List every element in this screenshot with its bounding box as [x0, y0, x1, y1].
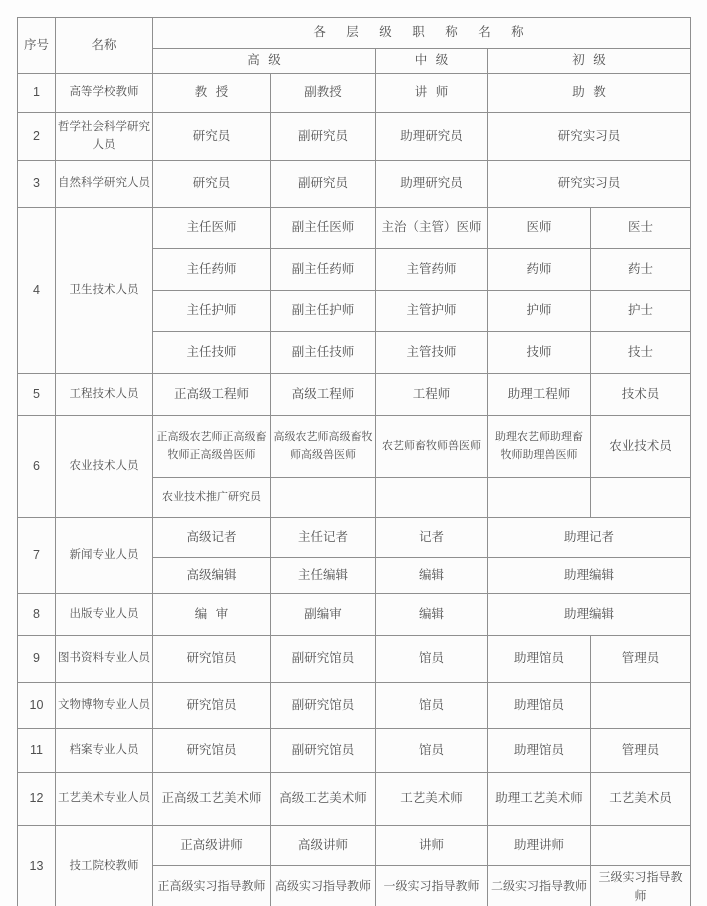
- table-row: [18, 74, 691, 113]
- title-cell: 正高级工艺美术师: [153, 773, 271, 826]
- profession-name-cell: 新闻专业人员: [56, 518, 153, 594]
- profession-name-cell: 卫生技术人员: [56, 208, 153, 374]
- title-cell: 副编审: [271, 594, 376, 636]
- title-cell: 副主任医师: [271, 208, 376, 249]
- row-number-cell: 12: [18, 773, 56, 826]
- header-level-titles: 各 层 级 职 称 名 称: [153, 18, 691, 49]
- title-cell: 副主任技师: [271, 332, 376, 374]
- title-cell: 主任记者: [271, 518, 376, 558]
- title-cell: 助理研究员: [376, 161, 488, 208]
- table-row: [18, 636, 691, 683]
- row-number-cell: 8: [18, 594, 56, 636]
- title-cell: 药士: [591, 249, 691, 291]
- title-cell: 医士: [591, 208, 691, 249]
- title-cell: 主治（主管）医师: [376, 208, 488, 249]
- title-cell: 高级工程师: [271, 374, 376, 416]
- row-number-cell: 5: [18, 374, 56, 416]
- title-cell: 助理农艺师助理畜牧师助理兽医师: [488, 416, 591, 478]
- row-number-cell: 10: [18, 683, 56, 729]
- title-cell: 农业技术员: [591, 416, 691, 478]
- title-cell: 助理记者: [488, 518, 691, 558]
- profession-name-cell: 档案专业人员: [56, 729, 153, 773]
- row-number-cell: 6: [18, 416, 56, 518]
- title-cell: 高级工艺美术师: [271, 773, 376, 826]
- title-cell: 助理工程师: [488, 374, 591, 416]
- table-row: [18, 683, 691, 729]
- title-cell: 助理馆员: [488, 636, 591, 683]
- profession-name-cell: 工艺美术专业人员: [56, 773, 153, 826]
- title-cell: 副研究员: [271, 113, 376, 161]
- title-cell: 药师: [488, 249, 591, 291]
- title-cell: [591, 683, 691, 729]
- row-number-cell: 9: [18, 636, 56, 683]
- title-cell: 高级编辑: [153, 558, 271, 594]
- table-row: [18, 826, 691, 866]
- row-number-cell: 3: [18, 161, 56, 208]
- title-cell: 记者: [376, 518, 488, 558]
- title-cell: 二级实习指导教师: [488, 866, 591, 906]
- header-row-1: [18, 18, 691, 49]
- title-cell: 馆员: [376, 729, 488, 773]
- title-cell: 助理编辑: [488, 558, 691, 594]
- table-row: [18, 729, 691, 773]
- title-cell: [488, 478, 591, 518]
- row-number-cell: 7: [18, 518, 56, 594]
- title-cell: [271, 478, 376, 518]
- profession-name-cell: 高等学校教师: [56, 74, 153, 113]
- table-row: [18, 113, 691, 161]
- title-cell: 助理编辑: [488, 594, 691, 636]
- header-senior-level: 高 级: [153, 49, 376, 74]
- title-cell: 主任药师: [153, 249, 271, 291]
- title-cell: 副主任护师: [271, 291, 376, 332]
- title-cell: 一级实习指导教师: [376, 866, 488, 906]
- title-cell: 副研究馆员: [271, 729, 376, 773]
- title-cell: 正高级农艺师正高级畜牧师正高级兽医师: [153, 416, 271, 478]
- title-cell: 讲 师: [376, 74, 488, 113]
- title-cell: 教 授: [153, 74, 271, 113]
- title-cell: 工程师: [376, 374, 488, 416]
- title-cell: 助 教: [488, 74, 691, 113]
- table-row: [18, 594, 691, 636]
- title-cell: 研究馆员: [153, 729, 271, 773]
- title-cell: 技士: [591, 332, 691, 374]
- profession-name-cell: 自然科学研究人员: [56, 161, 153, 208]
- table-row: [18, 161, 691, 208]
- profession-name-cell: 工程技术人员: [56, 374, 153, 416]
- title-cell: 编 审: [153, 594, 271, 636]
- title-cell: 研究实习员: [488, 161, 691, 208]
- title-cell: 护师: [488, 291, 591, 332]
- title-cell: 副研究员: [271, 161, 376, 208]
- title-cell: 正高级实习指导教师: [153, 866, 271, 906]
- title-cell: 馆员: [376, 636, 488, 683]
- header-serial-number: 序号: [18, 18, 56, 74]
- table-row: [18, 518, 691, 558]
- title-cell: 主任医师: [153, 208, 271, 249]
- title-cell: 三级实习指导教师: [591, 866, 691, 906]
- title-cell: [376, 478, 488, 518]
- professional-titles-table: [17, 17, 691, 906]
- row-number-cell: 11: [18, 729, 56, 773]
- profession-name-cell: 农业技术人员: [56, 416, 153, 518]
- title-cell: 高级记者: [153, 518, 271, 558]
- profession-name-cell: 出版专业人员: [56, 594, 153, 636]
- title-cell: 研究馆员: [153, 683, 271, 729]
- title-cell: 医师: [488, 208, 591, 249]
- title-cell: 研究馆员: [153, 636, 271, 683]
- title-cell: 高级实习指导教师: [271, 866, 376, 906]
- title-cell: 助理馆员: [488, 683, 591, 729]
- title-cell: 助理馆员: [488, 729, 591, 773]
- profession-name-cell: 文物博物专业人员: [56, 683, 153, 729]
- header-middle-level: 中 级: [376, 49, 488, 74]
- title-cell: 编辑: [376, 594, 488, 636]
- title-cell: 管理员: [591, 729, 691, 773]
- profession-name-cell: 哲学社会科学研究人员: [56, 113, 153, 161]
- title-cell: 副教授: [271, 74, 376, 113]
- title-cell: 高级农艺师高级畜牧师高级兽医师: [271, 416, 376, 478]
- title-cell: 工艺美术师: [376, 773, 488, 826]
- header-name: 名称: [56, 18, 153, 74]
- title-cell: [591, 826, 691, 866]
- title-cell: 助理工艺美术师: [488, 773, 591, 826]
- table-row: [18, 374, 691, 416]
- title-cell: 主管药师: [376, 249, 488, 291]
- title-cell: 主管护师: [376, 291, 488, 332]
- row-number-cell: 4: [18, 208, 56, 374]
- title-cell: 农业技术推广研究员: [153, 478, 271, 518]
- title-cell: 技术员: [591, 374, 691, 416]
- title-cell: 主任护师: [153, 291, 271, 332]
- row-number-cell: 13: [18, 826, 56, 906]
- table-row: [18, 416, 691, 478]
- title-cell: 馆员: [376, 683, 488, 729]
- table-row: [18, 208, 691, 249]
- title-cell: 副研究馆员: [271, 683, 376, 729]
- row-number-cell: 2: [18, 113, 56, 161]
- profession-name-cell: 图书资料专业人员: [56, 636, 153, 683]
- header-junior-level: 初 级: [488, 49, 691, 74]
- title-cell: 副研究馆员: [271, 636, 376, 683]
- title-cell: 助理研究员: [376, 113, 488, 161]
- title-cell: 主管技师: [376, 332, 488, 374]
- title-cell: 研究实习员: [488, 113, 691, 161]
- title-cell: 高级讲师: [271, 826, 376, 866]
- title-cell: [591, 478, 691, 518]
- title-cell: 主任技师: [153, 332, 271, 374]
- title-cell: 农艺师畜牧师兽医师: [376, 416, 488, 478]
- title-cell: 工艺美术员: [591, 773, 691, 826]
- profession-name-cell: 技工院校教师: [56, 826, 153, 906]
- title-cell: 讲师: [376, 826, 488, 866]
- title-cell: 助理讲师: [488, 826, 591, 866]
- title-cell: 管理员: [591, 636, 691, 683]
- title-cell: 技师: [488, 332, 591, 374]
- title-cell: 编辑: [376, 558, 488, 594]
- table-row: [18, 773, 691, 826]
- title-cell: 研究员: [153, 113, 271, 161]
- title-cell: 研究员: [153, 161, 271, 208]
- row-number-cell: 1: [18, 74, 56, 113]
- title-cell: 主任编辑: [271, 558, 376, 594]
- title-cell: 正高级工程师: [153, 374, 271, 416]
- title-cell: 护士: [591, 291, 691, 332]
- title-cell: 正高级讲师: [153, 826, 271, 866]
- title-cell: 副主任药师: [271, 249, 376, 291]
